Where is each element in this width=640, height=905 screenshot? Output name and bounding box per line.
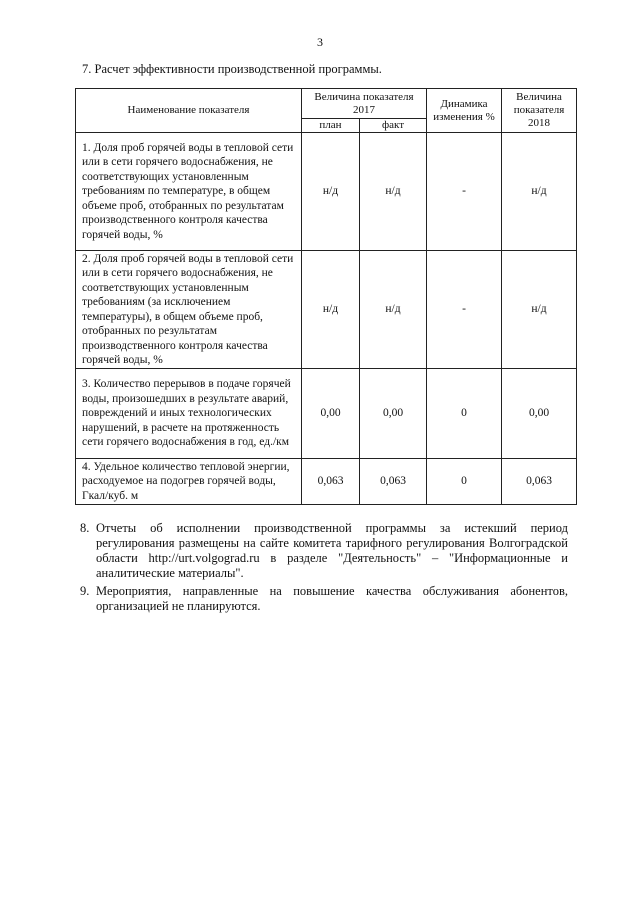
row-fact: н/д	[360, 133, 427, 251]
note-text: Мероприятия, направленные на повышение качества обслуживания абонентов, организацией не планируются.	[96, 584, 568, 613]
row-name: 1. Доля проб горячей воды в тепловой сети или в сети горячего водоснабжения, не соответствующих установленным требованиям по температуре, в общем объеме проб, отобранных по результатам производственного контроля качества горячей воды, %	[76, 133, 302, 251]
row-dynamics: 0	[427, 369, 502, 459]
header-plan: план	[302, 119, 360, 133]
row-fact: 0,00	[360, 369, 427, 459]
row-plan: н/д	[302, 251, 360, 369]
row-plan: 0,063	[302, 459, 360, 505]
header-name: Наименование показателя	[76, 89, 302, 133]
table-row	[76, 133, 577, 251]
header-value-2017: Величина показателя 2017	[302, 89, 427, 119]
efficiency-table	[75, 88, 577, 505]
row-value-2018: 0,00	[502, 369, 577, 459]
row-value-2018: н/д	[502, 133, 577, 251]
note-number: 8.	[80, 521, 90, 535]
row-name: 2. Доля проб горячей воды в тепловой сети или в сети горячего водоснабжения, не соответствующих установленным требованиям (за исключением температуры), в общем объеме проб, отобранных по результатам производственного контроля качества горячей воды, %	[76, 251, 302, 369]
row-value-2018: н/д	[502, 251, 577, 369]
row-fact: н/д	[360, 251, 427, 369]
list-item	[80, 521, 568, 581]
row-plan: н/д	[302, 133, 360, 251]
row-dynamics: -	[427, 251, 502, 369]
header-fact: факт	[360, 119, 427, 133]
header-value-2018: Величина показателя 2018	[502, 89, 577, 133]
table-row	[76, 459, 577, 505]
row-fact: 0,063	[360, 459, 427, 505]
header-dynamics: Динамика изменения %	[427, 89, 502, 133]
section-7-title: 7. Расчет эффективности производственной программы.	[82, 62, 382, 76]
row-value-2018: 0,063	[502, 459, 577, 505]
table-row	[76, 369, 577, 459]
row-dynamics: 0	[427, 459, 502, 505]
row-dynamics: -	[427, 133, 502, 251]
row-plan: 0,00	[302, 369, 360, 459]
note-text: Отчеты об исполнении производственной программы за истекший период регулирования размещены на сайте комитета тарифного регулирования Волгоградской области http://urt.volgograd.ru в разделе "Деятельность" – "Информационные и аналитические материалы".	[96, 521, 568, 580]
list-item	[80, 584, 568, 614]
note-number: 9.	[80, 584, 90, 598]
notes-list	[80, 521, 568, 617]
row-name: 3. Количество перерывов в подаче горячей воды, произошедших в результате аварий, повреждений и иных технологических нарушений, в расчете на протяженность сети горячего водоснабжения в год, ед./км	[76, 369, 302, 459]
table-row	[76, 251, 577, 369]
row-name: 4. Удельное количество тепловой энергии, расходуемое на подогрев горячей воды, Гкал/куб. м	[76, 459, 302, 505]
page-number: 3	[317, 35, 323, 49]
